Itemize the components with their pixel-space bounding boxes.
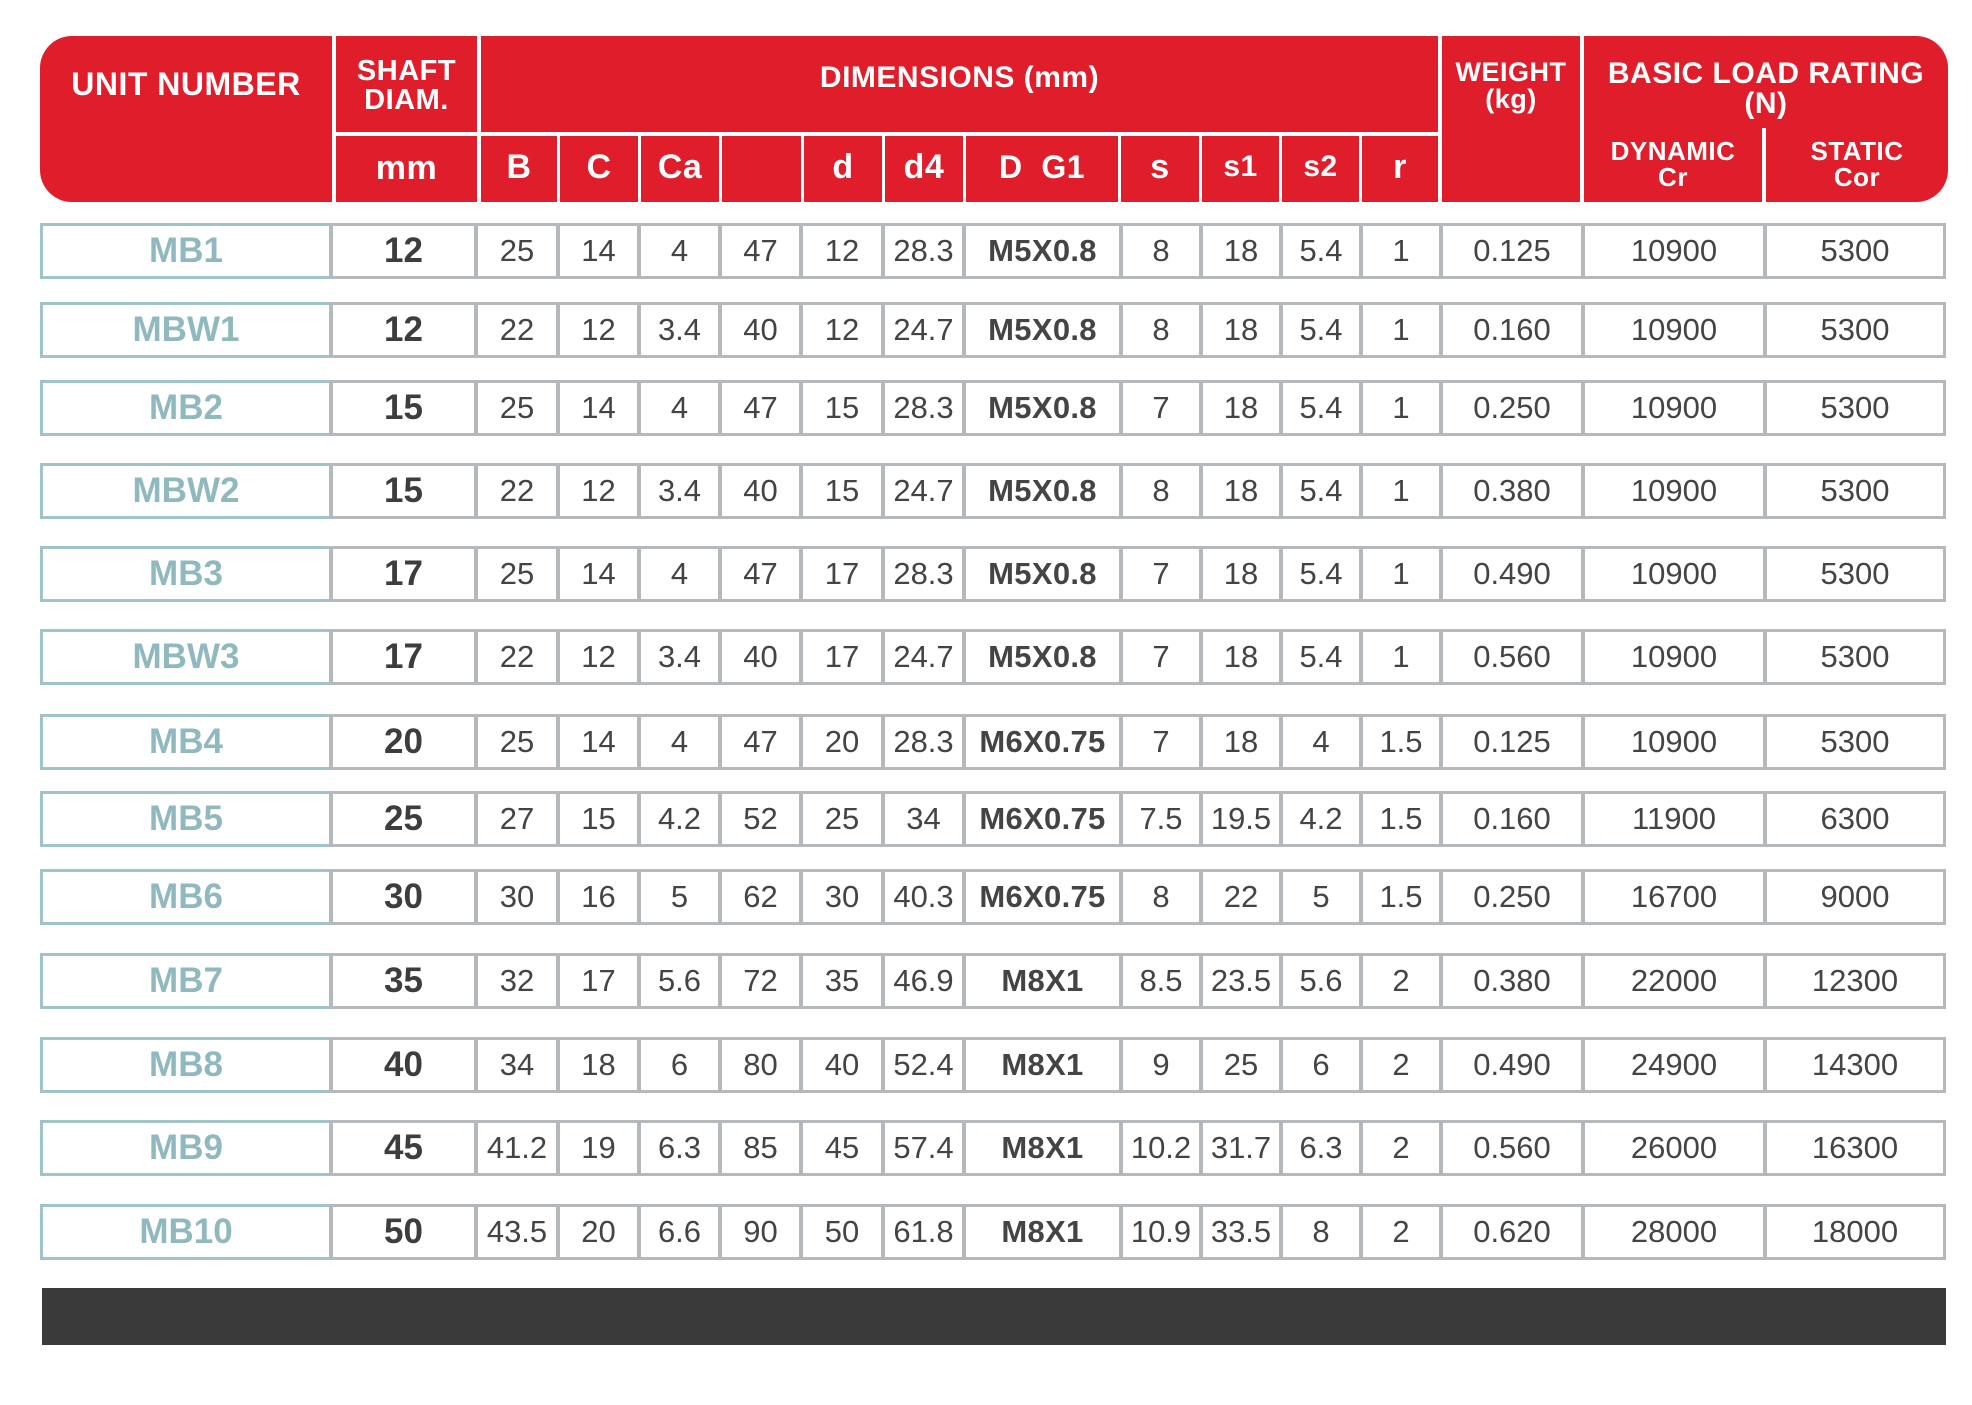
table-row [40,953,1946,1009]
cell-c: 12 [557,302,640,358]
cell-d: 50 [800,1204,884,1260]
cell-r: 2 [1360,1204,1442,1260]
cell-unit: MB3 [40,546,332,602]
cell-s: 7 [1120,380,1202,436]
table-row [40,302,1946,358]
cell-weight: 0.380 [1440,463,1584,519]
cell-r: 2 [1360,1120,1442,1176]
cell-dynamic: 16700 [1582,869,1766,925]
cell-s1: 18 [1200,546,1282,602]
cell-unit: MB2 [40,380,332,436]
cell-weight: 0.160 [1440,791,1584,847]
cell-d4: 24.7 [882,463,965,519]
cell-c: 14 [557,714,640,770]
cell-shaft: 12 [330,223,477,279]
cell-dynamic: 10900 [1582,223,1766,279]
cell-c: 12 [557,629,640,685]
cell-s1: 18 [1200,629,1282,685]
cell-d: 17 [800,546,884,602]
cell-d4: 28.3 [882,546,965,602]
cell-shaft: 12 [330,302,477,358]
cell-dynamic: 22000 [1582,953,1766,1009]
cell-shaft: 50 [330,1204,477,1260]
cell-d4: 46.9 [882,953,965,1009]
table-row [40,714,1946,770]
cell-d: 45 [800,1120,884,1176]
cell-dynamic: 28000 [1582,1204,1766,1260]
cell-s: 8 [1120,463,1202,519]
cell-r: 2 [1360,953,1442,1009]
table-row [40,791,1946,847]
cell-s1: 19.5 [1200,791,1282,847]
cell-weight: 0.250 [1440,380,1584,436]
cell-static: 16300 [1764,1120,1946,1176]
cell-weight: 0.560 [1440,1120,1584,1176]
cell-dynamic: 10900 [1582,714,1766,770]
cell-b: 25 [475,223,559,279]
cell-unit: MB6 [40,869,332,925]
cell-static: 5300 [1764,302,1946,358]
cell-shaft: 30 [330,869,477,925]
cell-g1: M6X0.75 [963,791,1122,847]
cell-g1: M5X0.8 [963,380,1122,436]
cell-g1: M6X0.75 [963,714,1122,770]
cell-ca: 6.3 [638,1120,721,1176]
cell-ca: 3.4 [638,302,721,358]
table-row [40,629,1946,685]
cell-s: 9 [1120,1037,1202,1093]
cell-b: 22 [475,629,559,685]
cell-s: 8 [1120,869,1202,925]
cell-r: 1 [1360,380,1442,436]
cell-d4: 57.4 [882,1120,965,1176]
cell-r: 1.5 [1360,714,1442,770]
cell-unit: MB5 [40,791,332,847]
cell-unit: MB4 [40,714,332,770]
cell-unit: MB1 [40,223,332,279]
cell-s1: 18 [1200,380,1282,436]
cell-d: 40 [800,1037,884,1093]
cell-static: 18000 [1764,1204,1946,1260]
cell-s2: 6 [1280,1037,1362,1093]
cell-b: 41.2 [475,1120,559,1176]
cell-c: 19 [557,1120,640,1176]
cell-weight: 0.125 [1440,223,1584,279]
table-row [40,546,1946,602]
cell-s1: 18 [1200,223,1282,279]
cell-s: 8 [1120,223,1202,279]
cell-g1: M6X0.75 [963,869,1122,925]
cell-static: 5300 [1764,223,1946,279]
cell-g1: M8X1 [963,1204,1122,1260]
cell-d4: 28.3 [882,380,965,436]
header-col-D-G1: D G1 [998,149,1086,185]
cell-d: 35 [800,953,884,1009]
cell-d4: 24.7 [882,302,965,358]
cell-static: 5300 [1764,463,1946,519]
cell-g1: M8X1 [963,953,1122,1009]
cell-s: 7 [1120,714,1202,770]
cell-r: 1 [1360,629,1442,685]
header-col-s1: s1 [1223,150,1258,183]
cell-s: 8 [1120,302,1202,358]
cell-shaft: 40 [330,1037,477,1093]
cell-d4: 24.7 [882,629,965,685]
cell-d: 30 [800,869,884,925]
cell-dynamic: 11900 [1582,791,1766,847]
cell-s2: 4 [1280,714,1362,770]
cell-d: 80 [719,1037,802,1093]
cell-ca: 5.6 [638,953,721,1009]
header-weight: WEIGHT (kg) [1455,57,1567,114]
cell-g1: M5X0.8 [963,463,1122,519]
header-static: STATIC Cor [1810,136,1904,192]
cell-static: 5300 [1764,714,1946,770]
cell-ca: 4 [638,546,721,602]
cell-d: 12 [800,223,884,279]
cell-d: 20 [800,714,884,770]
cell-unit: MBW2 [40,463,332,519]
cell-g1: M8X1 [963,1120,1122,1176]
cell-ca: 4.2 [638,791,721,847]
header-col-d4: d4 [903,148,945,186]
cell-r: 1 [1360,302,1442,358]
cell-s2: 5.4 [1280,223,1362,279]
cell-d: 40 [719,302,802,358]
cell-b: 43.5 [475,1204,559,1260]
cell-dynamic: 10900 [1582,629,1766,685]
cell-d: 40 [719,463,802,519]
table-row [40,223,1946,279]
cell-static: 6300 [1764,791,1946,847]
cell-d4: 28.3 [882,223,965,279]
cell-dynamic: 10900 [1582,302,1766,358]
cell-d: 47 [719,546,802,602]
cell-weight: 0.560 [1440,629,1584,685]
cell-unit: MBW1 [40,302,332,358]
cell-s1: 22 [1200,869,1282,925]
cell-r: 2 [1360,1037,1442,1093]
cell-g1: M5X0.8 [963,629,1122,685]
header-shaft-diam: SHAFT DIAM. [356,55,457,116]
cell-b: 27 [475,791,559,847]
table-row [40,1204,1946,1260]
cell-ca: 6.6 [638,1204,721,1260]
cell-d: 72 [719,953,802,1009]
cell-d: 47 [719,380,802,436]
cell-shaft: 35 [330,953,477,1009]
cell-static: 5300 [1764,546,1946,602]
cell-r: 1 [1360,546,1442,602]
cell-c: 14 [557,380,640,436]
cell-b: 34 [475,1037,559,1093]
table-row [40,869,1946,925]
header-col-d: d [832,148,854,186]
cell-b: 22 [475,463,559,519]
cell-g1: M5X0.8 [963,546,1122,602]
cell-s1: 25 [1200,1037,1282,1093]
cell-s2: 5.6 [1280,953,1362,1009]
cell-s2: 6.3 [1280,1120,1362,1176]
header-col-B: B [506,148,532,186]
cell-d: 47 [719,223,802,279]
cell-d4: 61.8 [882,1204,965,1260]
cell-static: 12300 [1764,953,1946,1009]
cell-b: 25 [475,546,559,602]
cell-shaft: 17 [330,629,477,685]
cell-s: 7 [1120,629,1202,685]
cell-weight: 0.160 [1440,302,1584,358]
cell-dynamic: 10900 [1582,380,1766,436]
cell-d: 40 [719,629,802,685]
cell-s1: 31.7 [1200,1120,1282,1176]
header-col-blank [722,136,801,198]
cell-s1: 23.5 [1200,953,1282,1009]
cell-static: 5300 [1764,380,1946,436]
cell-b: 25 [475,380,559,436]
cell-g1: M5X0.8 [963,302,1122,358]
cell-ca: 4 [638,714,721,770]
cell-s1: 18 [1200,714,1282,770]
cell-c: 18 [557,1037,640,1093]
cell-shaft: 15 [330,463,477,519]
cell-static: 14300 [1764,1037,1946,1093]
cell-c: 12 [557,463,640,519]
header-shaft-unit: mm [375,149,438,187]
cell-unit: MB7 [40,953,332,1009]
header-basic-load-rating: BASIC LOAD RATING (N) [1607,57,1925,120]
table-row [40,1120,1946,1176]
cell-s2: 8 [1280,1204,1362,1260]
cell-s2: 5.4 [1280,302,1362,358]
cell-r: 1 [1360,463,1442,519]
cell-shaft: 25 [330,791,477,847]
cell-s1: 18 [1200,302,1282,358]
cell-d: 62 [719,869,802,925]
cell-d4: 28.3 [882,714,965,770]
cell-ca: 4 [638,223,721,279]
cell-ca: 3.4 [638,629,721,685]
cell-d: 25 [800,791,884,847]
cell-dynamic: 24900 [1582,1037,1766,1093]
header-col-C: C [586,148,612,186]
cell-weight: 0.620 [1440,1204,1584,1260]
cell-d: 12 [800,302,884,358]
header-col-s2: s2 [1303,150,1338,183]
cell-unit: MBW3 [40,629,332,685]
cell-d: 85 [719,1120,802,1176]
cell-c: 17 [557,953,640,1009]
cell-unit: MB9 [40,1120,332,1176]
cell-shaft: 20 [330,714,477,770]
cell-b: 30 [475,869,559,925]
cell-s1: 33.5 [1200,1204,1282,1260]
header-dynamic: DYNAMIC Cr [1610,136,1736,192]
cell-s2: 5.4 [1280,629,1362,685]
cell-weight: 0.490 [1440,1037,1584,1093]
cell-s: 8.5 [1120,953,1202,1009]
cell-g1: M8X1 [963,1037,1122,1093]
cell-dynamic: 10900 [1582,463,1766,519]
cell-r: 1.5 [1360,791,1442,847]
cell-s: 7.5 [1120,791,1202,847]
cell-c: 15 [557,791,640,847]
cell-s: 10.9 [1120,1204,1202,1260]
cell-static: 5300 [1764,629,1946,685]
cell-c: 14 [557,546,640,602]
cell-weight: 0.380 [1440,953,1584,1009]
cell-ca: 6 [638,1037,721,1093]
cell-b: 25 [475,714,559,770]
cell-d4: 40.3 [882,869,965,925]
cell-d: 90 [719,1204,802,1260]
cell-r: 1 [1360,223,1442,279]
header-unit-number: UNIT NUMBER [71,66,301,102]
cell-s1: 18 [1200,463,1282,519]
cell-ca: 5 [638,869,721,925]
cell-weight: 0.490 [1440,546,1584,602]
cell-d: 15 [800,380,884,436]
cell-s2: 5.4 [1280,463,1362,519]
cell-c: 20 [557,1204,640,1260]
table-row [40,380,1946,436]
cell-s2: 4.2 [1280,791,1362,847]
cell-s: 7 [1120,546,1202,602]
cell-weight: 0.250 [1440,869,1584,925]
cell-s2: 5 [1280,869,1362,925]
cell-r: 1.5 [1360,869,1442,925]
table-row [40,1037,1946,1093]
header-col-r: r [1393,148,1407,186]
cell-b: 32 [475,953,559,1009]
cell-dynamic: 10900 [1582,546,1766,602]
cell-shaft: 45 [330,1120,477,1176]
cell-static: 9000 [1764,869,1946,925]
cell-shaft: 17 [330,546,477,602]
cell-c: 14 [557,223,640,279]
cell-c: 16 [557,869,640,925]
cell-ca: 4 [638,380,721,436]
cell-d: 47 [719,714,802,770]
cell-unit: MB10 [40,1204,332,1260]
cell-d: 17 [800,629,884,685]
cell-unit: MB8 [40,1037,332,1093]
cell-d: 52 [719,791,802,847]
cell-s2: 5.4 [1280,380,1362,436]
cell-ca: 3.4 [638,463,721,519]
cell-s: 10.2 [1120,1120,1202,1176]
table-row [40,463,1946,519]
cell-shaft: 15 [330,380,477,436]
cell-d: 15 [800,463,884,519]
cell-d4: 52.4 [882,1037,965,1093]
header-dimensions: DIMENSIONS (mm) [819,61,1100,94]
cell-d4: 34 [882,791,965,847]
cell-dynamic: 26000 [1582,1120,1766,1176]
cell-b: 22 [475,302,559,358]
cell-weight: 0.125 [1440,714,1584,770]
header-col-Ca: Ca [657,148,703,186]
cell-s2: 5.4 [1280,546,1362,602]
cell-g1: M5X0.8 [963,223,1122,279]
header-col-s: s [1150,148,1170,186]
footer-bar [42,1288,1946,1345]
